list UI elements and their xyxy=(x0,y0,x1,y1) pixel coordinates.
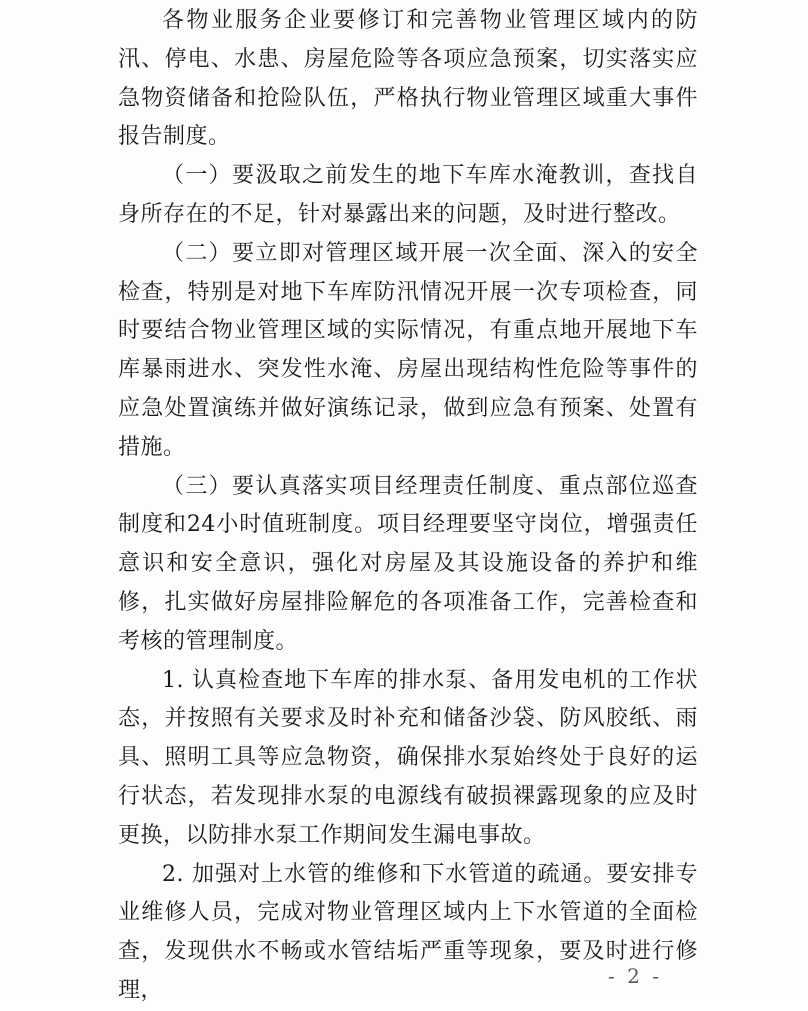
paragraph-subitem-2: 2. 加强对上水管的维修和下水管道的疏通。要安排专业维修人员，完成对物业管理区域内上下水管道的全面检查，发现供水不畅或水管结垢严重等现象，要及时进行修理， xyxy=(118,861,698,1003)
paragraph-emergency-plans: 各物业服务企业要修订和完善物业管理区域内的防汛、停电、水患、房屋危险等各项应急预案，切实落实应急物资储备和抢险队伍，严格执行物业管理区域重大事件报告制度。 xyxy=(118,8,698,150)
paragraph-subitem-1: 1. 认真检查地下车库的排水泵、备用发电机的工作状态，并按照有关要求及时补充和储备沙袋、防风胶纸、雨具、照明工具等应急物资，确保排水泵始终处于良好的运行状态，若发现排水泵的电源线有破损裸露现象的应及时更换，以防排水泵工作期间发生漏电事故。 xyxy=(118,667,698,848)
page-number: - 2 - xyxy=(608,964,662,988)
paragraph-item-2: （二）要立即对管理区域开展一次全面、深入的安全检查，特别是对地下车库防汛情况开展一次专项检查，同时要结合物业管理区域的实际情况，有重点地开展地下车库暴雨进水、突发性水淹、房屋出现结构性危险等事件的应急处置演练并做好演练记录，做到应急有预案、处置有措施。 xyxy=(118,240,698,460)
document-body xyxy=(118,0,698,1011)
paragraph-item-1: （一）要汲取之前发生的地下车库水淹教训，查找自身所存在的不足，针对暴露出来的问题，及时进行整改。 xyxy=(118,163,698,227)
paragraph-item-3: （三）要认真落实项目经理责任制度、重点部位巡查制度和24小时值班制度。项目经理要坚守岗位，增强责任意识和安全意识，强化对房屋及其设施设备的养护和维修，扎实做好房屋排险解危的各项准备工作，完善检查和考核的管理制度。 xyxy=(118,473,698,654)
